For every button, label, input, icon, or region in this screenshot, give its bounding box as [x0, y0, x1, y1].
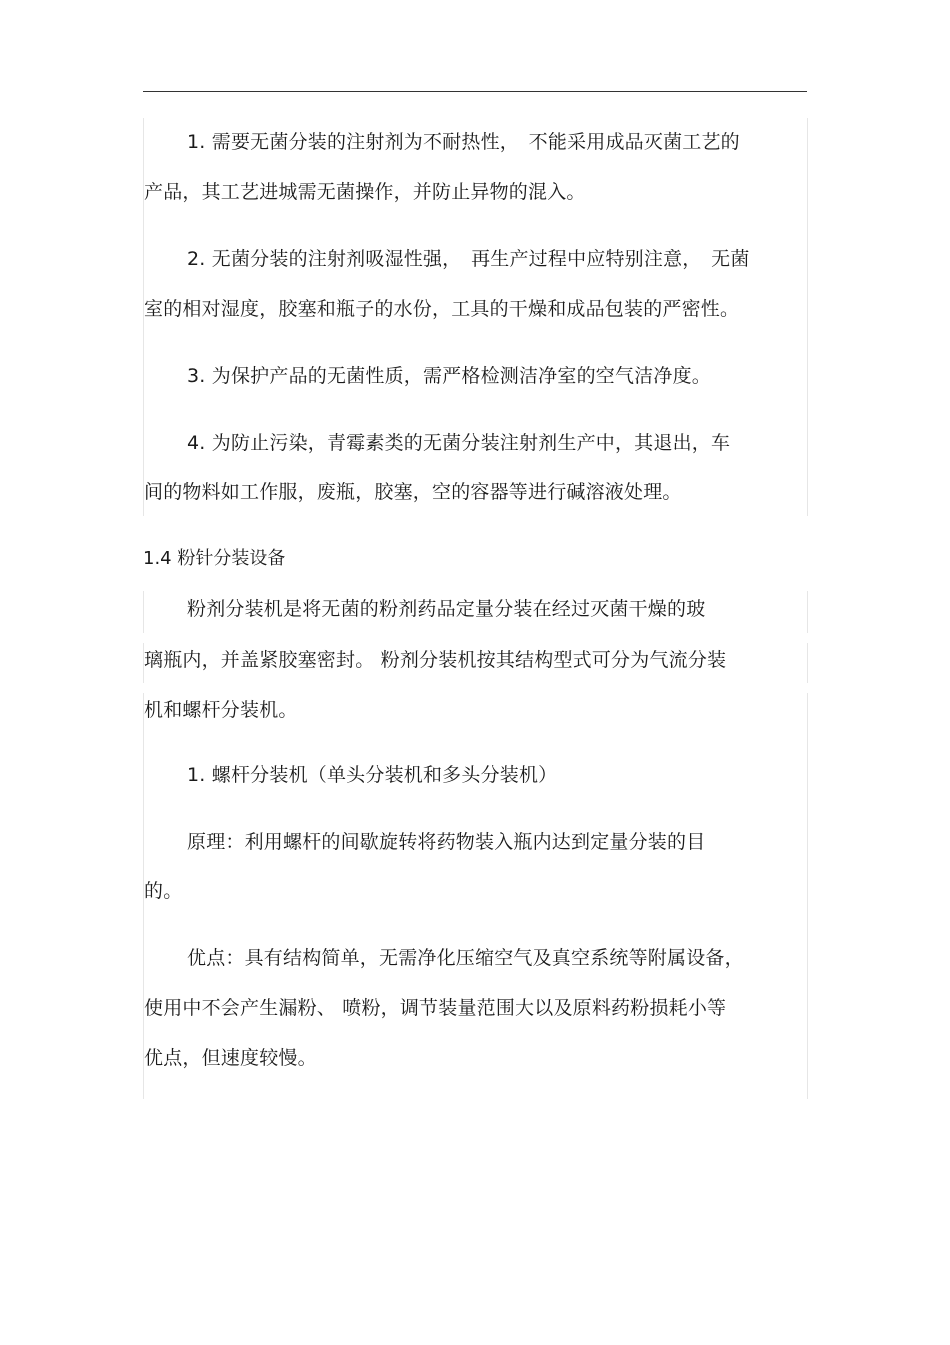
- intro-line-3: 机和螺杆分装机。: [144, 699, 298, 721]
- advantages-line-2: 使用中不会产生漏粉、 喷粉，调节装量范围大以及原料药粉损耗小等: [144, 997, 727, 1019]
- paragraph-1-line-1: 1. 需要无菌分装的注射剂为不耐热性， 不能采用成品灭菌工艺的: [187, 131, 740, 153]
- principle-line-2: 的。: [144, 880, 183, 902]
- paragraph-2-line-1: 2. 无菌分装的注射剂吸湿性强， 再生产过程中应特别注意， 无菌: [187, 248, 750, 270]
- content-block-1: [143, 118, 808, 516]
- header-rule: [143, 91, 807, 92]
- advantages-line-1: 优点：具有结构简单，无需净化压缩空气及真空系统等附属设备，: [187, 947, 744, 969]
- paragraph-2-line-2: 室的相对湿度，胶塞和瓶子的水份，工具的干燥和成品包装的严密性。: [144, 298, 740, 320]
- paragraph-4-line-1: 4. 为防止污染，青霉素类的无菌分装注射剂生产中，其退出，车: [187, 432, 731, 454]
- paragraph-1-line-2: 产品，其工艺进城需无菌操作，并防止异物的混入。: [144, 181, 586, 203]
- principle-line-1: 原理：利用螺杆的间歇旋转将药物装入瓶内达到定量分装的目: [187, 831, 706, 853]
- paragraph-3-line-1: 3. 为保护产品的无菌性质，需严格检测洁净室的空气洁净度。: [187, 365, 711, 387]
- paragraph-4-line-2: 间的物料如工作服，废瓶，胶塞，空的容器等进行碱溶液处理。: [144, 481, 682, 503]
- item-heading: 1. 螺杆分装机（单头分装机和多头分装机）: [187, 764, 558, 786]
- content-block-2: [143, 693, 808, 1099]
- advantages-line-3: 优点，但速度较慢。: [144, 1047, 317, 1069]
- intro-line-2: 璃瓶内，并盖紧胶塞密封。 粉剂分装机按其结构型式可分为气流分装: [144, 649, 727, 671]
- section-heading: 1.4 粉针分装设备: [143, 548, 286, 569]
- intro-line-1: 粉剂分装机是将无菌的粉剂药品定量分装在经过灭菌干燥的玻: [187, 598, 706, 620]
- intro-line-box-1: [143, 591, 808, 633]
- intro-line-box-2: [143, 643, 808, 683]
